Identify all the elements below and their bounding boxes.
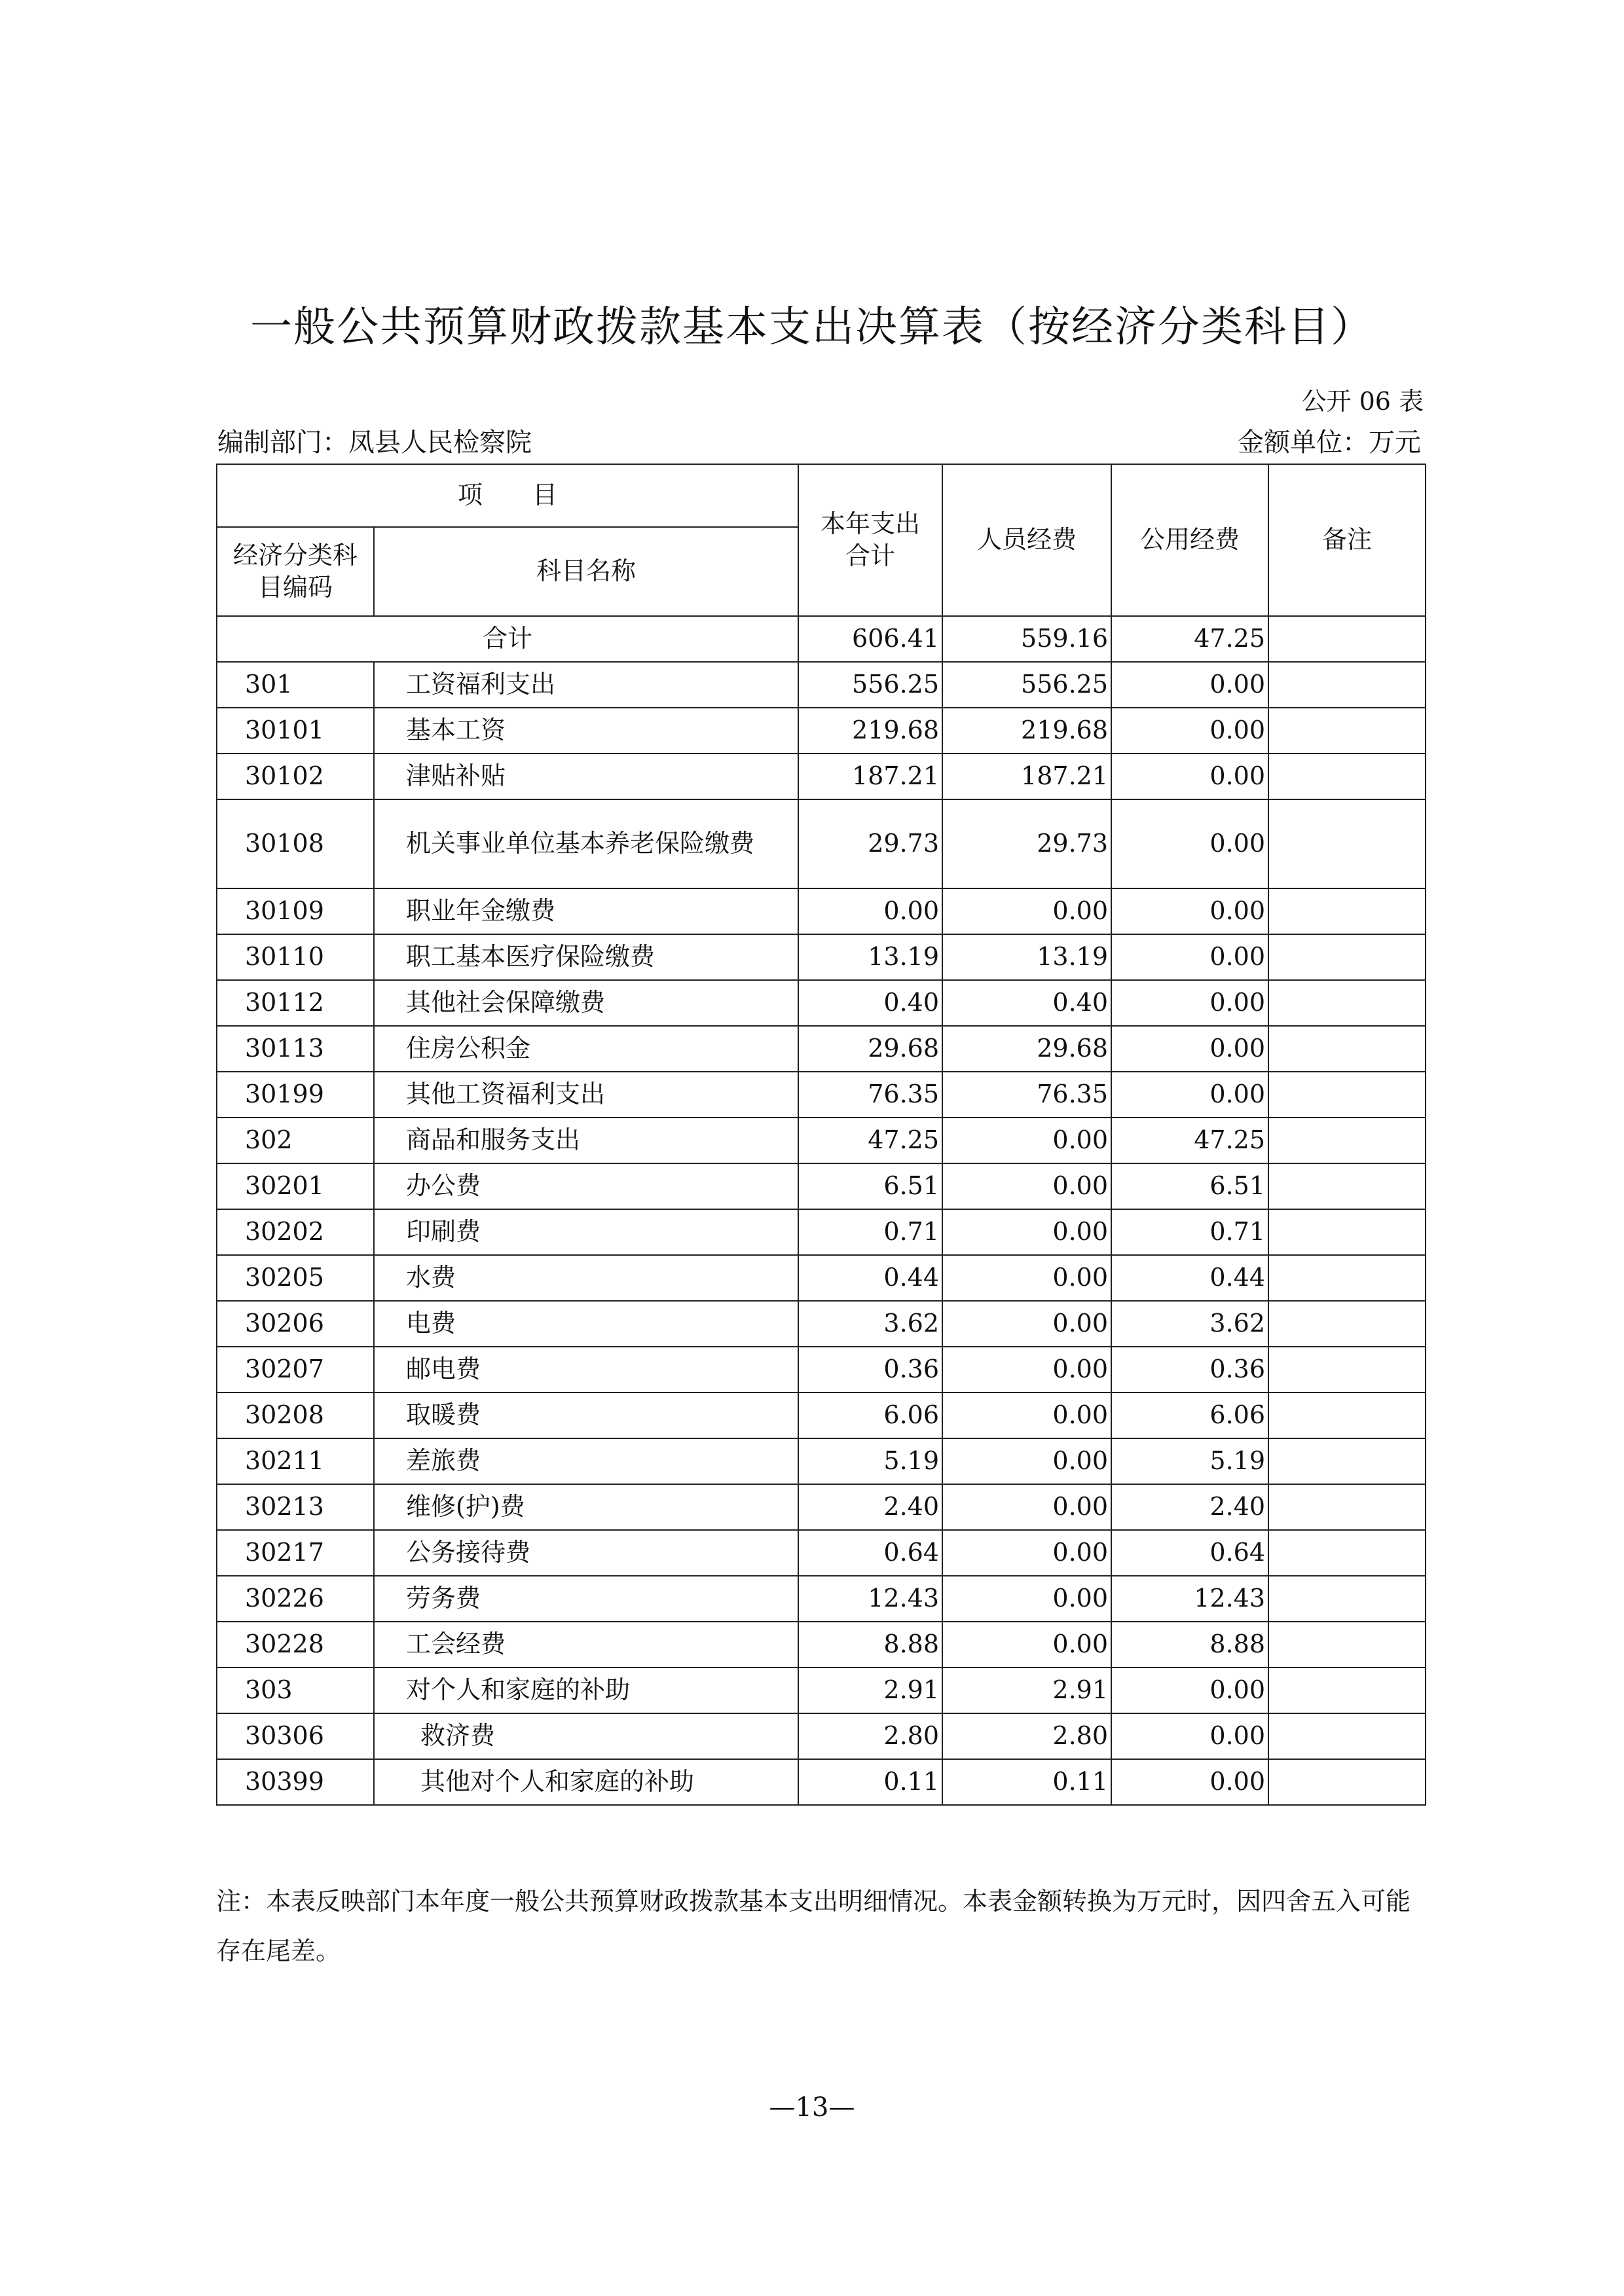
row-personnel: 0.00 — [942, 888, 1111, 934]
table-row — [217, 1713, 1426, 1759]
row-public: 0.00 — [1111, 1713, 1268, 1759]
row-name: 职工基本医疗保险缴费 — [374, 934, 798, 980]
total-personnel: 559.16 — [942, 616, 1111, 662]
row-total: 5.19 — [798, 1438, 942, 1484]
row-remark — [1268, 1393, 1426, 1438]
row-code: 30199 — [217, 1072, 374, 1118]
table-row — [217, 1393, 1426, 1438]
table-row — [217, 1667, 1426, 1713]
table-row — [217, 1301, 1426, 1347]
department-label: 编制部门：凤县人民检察院 — [217, 428, 532, 458]
row-public: 0.00 — [1111, 1072, 1268, 1118]
page-number: —13— — [769, 2092, 855, 2123]
row-remark — [1268, 1713, 1426, 1759]
row-personnel: 0.00 — [942, 1347, 1111, 1393]
row-name: 工会经费 — [374, 1622, 798, 1667]
header-name: 科目名称 — [374, 527, 798, 616]
row-code: 30113 — [217, 1026, 374, 1072]
row-name: 办公费 — [374, 1163, 798, 1209]
row-remark — [1268, 1622, 1426, 1667]
total-row — [217, 616, 1426, 662]
row-name: 取暖费 — [374, 1393, 798, 1438]
row-public: 0.71 — [1111, 1209, 1268, 1255]
row-remark — [1268, 1667, 1426, 1713]
row-personnel: 76.35 — [942, 1072, 1111, 1118]
table-row — [217, 754, 1426, 799]
row-code: 30108 — [217, 799, 374, 888]
row-public: 2.40 — [1111, 1484, 1268, 1530]
row-total: 2.91 — [798, 1667, 942, 1713]
row-personnel: 2.91 — [942, 1667, 1111, 1713]
row-public: 12.43 — [1111, 1576, 1268, 1622]
row-personnel: 0.00 — [942, 1576, 1111, 1622]
table-row — [217, 662, 1426, 708]
row-remark — [1268, 980, 1426, 1026]
row-name: 差旅费 — [374, 1438, 798, 1484]
row-personnel: 2.80 — [942, 1713, 1111, 1759]
row-total: 2.80 — [798, 1713, 942, 1759]
row-total: 8.88 — [798, 1622, 942, 1667]
unit-label: 金额单位：万元 — [1238, 428, 1421, 458]
row-name: 公务接待费 — [374, 1530, 798, 1576]
row-public: 6.06 — [1111, 1393, 1268, 1438]
row-total: 0.11 — [798, 1759, 942, 1805]
table-row — [217, 1438, 1426, 1484]
row-code: 30228 — [217, 1622, 374, 1667]
row-public: 8.88 — [1111, 1622, 1268, 1667]
row-public: 5.19 — [1111, 1438, 1268, 1484]
row-name: 印刷费 — [374, 1209, 798, 1255]
row-public: 0.00 — [1111, 980, 1268, 1026]
row-total: 0.00 — [798, 888, 942, 934]
row-public: 6.51 — [1111, 1163, 1268, 1209]
table-row — [217, 1622, 1426, 1667]
row-total: 219.68 — [798, 708, 942, 754]
row-remark — [1268, 1576, 1426, 1622]
row-name: 基本工资 — [374, 708, 798, 754]
row-code: 30102 — [217, 754, 374, 799]
row-code: 302 — [217, 1118, 374, 1163]
budget-table — [216, 464, 1426, 1806]
total-label: 合计 — [217, 616, 798, 662]
row-name: 职业年金缴费 — [374, 888, 798, 934]
row-public: 0.00 — [1111, 1667, 1268, 1713]
row-remark — [1268, 1301, 1426, 1347]
table-row — [217, 1209, 1426, 1255]
row-code: 30207 — [217, 1347, 374, 1393]
row-total: 13.19 — [798, 934, 942, 980]
row-name: 救济费 — [374, 1713, 798, 1759]
row-total: 0.64 — [798, 1530, 942, 1576]
row-remark — [1268, 1759, 1426, 1805]
row-public: 0.00 — [1111, 708, 1268, 754]
row-code: 30213 — [217, 1484, 374, 1530]
total-public: 47.25 — [1111, 616, 1268, 662]
row-total: 12.43 — [798, 1576, 942, 1622]
row-name: 机关事业单位基本养老保险缴费 — [374, 799, 798, 888]
row-code: 303 — [217, 1667, 374, 1713]
table-row — [217, 708, 1426, 754]
row-remark — [1268, 934, 1426, 980]
header-project: 项 目 — [217, 464, 798, 527]
row-remark — [1268, 1026, 1426, 1072]
row-public: 0.00 — [1111, 1759, 1268, 1805]
row-personnel: 0.00 — [942, 1209, 1111, 1255]
row-total: 76.35 — [798, 1072, 942, 1118]
row-name: 电费 — [374, 1301, 798, 1347]
row-code: 30110 — [217, 934, 374, 980]
row-remark — [1268, 1209, 1426, 1255]
row-code: 30201 — [217, 1163, 374, 1209]
row-name: 商品和服务支出 — [374, 1118, 798, 1163]
row-code: 30205 — [217, 1255, 374, 1301]
row-remark — [1268, 1530, 1426, 1576]
row-name: 其他社会保障缴费 — [374, 980, 798, 1026]
table-row — [217, 1072, 1426, 1118]
table-row — [217, 1347, 1426, 1393]
row-personnel: 0.00 — [942, 1530, 1111, 1576]
header-public: 公用经费 — [1111, 464, 1268, 616]
row-code: 30211 — [217, 1438, 374, 1484]
page-title: 一般公共预算财政拨款基本支出决算表（按经济分类科目） — [250, 303, 1374, 352]
row-code: 30306 — [217, 1713, 374, 1759]
row-total: 29.73 — [798, 799, 942, 888]
row-code: 30112 — [217, 980, 374, 1026]
row-remark — [1268, 662, 1426, 708]
row-public: 0.00 — [1111, 754, 1268, 799]
table-header — [217, 464, 1426, 616]
row-total: 0.40 — [798, 980, 942, 1026]
table-row — [217, 1530, 1426, 1576]
row-remark — [1268, 1347, 1426, 1393]
row-code: 30206 — [217, 1301, 374, 1347]
total-remark — [1268, 616, 1426, 662]
row-name: 工资福利支出 — [374, 662, 798, 708]
table-row — [217, 1255, 1426, 1301]
row-remark — [1268, 888, 1426, 934]
row-personnel: 0.00 — [942, 1622, 1111, 1667]
row-total: 0.44 — [798, 1255, 942, 1301]
row-name: 住房公积金 — [374, 1026, 798, 1072]
row-name: 其他工资福利支出 — [374, 1072, 798, 1118]
row-personnel: 0.11 — [942, 1759, 1111, 1805]
row-public: 0.00 — [1111, 799, 1268, 888]
row-public: 0.00 — [1111, 888, 1268, 934]
row-code: 30202 — [217, 1209, 374, 1255]
row-total: 0.71 — [798, 1209, 942, 1255]
table-row — [217, 1484, 1426, 1530]
row-total: 2.40 — [798, 1484, 942, 1530]
row-personnel: 0.00 — [942, 1118, 1111, 1163]
row-personnel: 0.00 — [942, 1163, 1111, 1209]
row-public: 0.00 — [1111, 934, 1268, 980]
row-remark — [1268, 1118, 1426, 1163]
form-number: 公开 06 表 — [1301, 387, 1424, 416]
row-personnel: 0.40 — [942, 980, 1111, 1026]
row-name: 津贴补贴 — [374, 754, 798, 799]
row-public: 3.62 — [1111, 1301, 1268, 1347]
table-row — [217, 1118, 1426, 1163]
header-total: 本年支出合计 — [798, 464, 942, 616]
row-total: 6.06 — [798, 1393, 942, 1438]
table-row — [217, 888, 1426, 934]
row-code: 301 — [217, 662, 374, 708]
row-remark — [1268, 1072, 1426, 1118]
row-remark — [1268, 1484, 1426, 1530]
table-row — [217, 1026, 1426, 1072]
table-note: 注：本表反映部门本年度一般公共预算财政拨款基本支出明细情况。本表金额转换为万元时，因四舍五入可能存在尾差。 — [216, 1887, 1411, 1965]
header-personnel: 人员经费 — [942, 464, 1111, 616]
row-remark — [1268, 754, 1426, 799]
row-name: 其他对个人和家庭的补助 — [374, 1759, 798, 1805]
row-personnel: 0.00 — [942, 1301, 1111, 1347]
table-row — [217, 934, 1426, 980]
row-name: 维修(护)费 — [374, 1484, 798, 1530]
row-name: 劳务费 — [374, 1576, 798, 1622]
header-code: 经济分类科目编码 — [217, 527, 374, 616]
row-code: 30399 — [217, 1759, 374, 1805]
row-code: 30226 — [217, 1576, 374, 1622]
row-remark — [1268, 1163, 1426, 1209]
table-row — [217, 799, 1426, 888]
row-total: 3.62 — [798, 1301, 942, 1347]
row-public: 0.00 — [1111, 662, 1268, 708]
row-name: 邮电费 — [374, 1347, 798, 1393]
table-body — [217, 616, 1426, 1805]
row-total: 47.25 — [798, 1118, 942, 1163]
row-total: 29.68 — [798, 1026, 942, 1072]
row-name: 水费 — [374, 1255, 798, 1301]
row-total: 556.25 — [798, 662, 942, 708]
row-total: 6.51 — [798, 1163, 942, 1209]
row-personnel: 187.21 — [942, 754, 1111, 799]
row-personnel: 29.68 — [942, 1026, 1111, 1072]
row-public: 0.00 — [1111, 1026, 1268, 1072]
row-personnel: 0.00 — [942, 1255, 1111, 1301]
row-public: 0.44 — [1111, 1255, 1268, 1301]
row-remark — [1268, 708, 1426, 754]
row-name: 对个人和家庭的补助 — [374, 1667, 798, 1713]
table-row — [217, 980, 1426, 1026]
table-row — [217, 1759, 1426, 1805]
table-row — [217, 1163, 1426, 1209]
header-remark: 备注 — [1268, 464, 1426, 616]
total-amount: 606.41 — [798, 616, 942, 662]
row-public: 0.64 — [1111, 1530, 1268, 1576]
row-public: 47.25 — [1111, 1118, 1268, 1163]
row-total: 0.36 — [798, 1347, 942, 1393]
row-personnel: 29.73 — [942, 799, 1111, 888]
row-remark — [1268, 1438, 1426, 1484]
row-code: 30101 — [217, 708, 374, 754]
row-total: 187.21 — [798, 754, 942, 799]
row-remark — [1268, 1255, 1426, 1301]
row-code: 30217 — [217, 1530, 374, 1576]
row-personnel: 0.00 — [942, 1484, 1111, 1530]
table-row — [217, 1576, 1426, 1622]
row-personnel: 0.00 — [942, 1393, 1111, 1438]
row-public: 0.36 — [1111, 1347, 1268, 1393]
row-personnel: 0.00 — [942, 1438, 1111, 1484]
row-code: 30208 — [217, 1393, 374, 1438]
row-personnel: 13.19 — [942, 934, 1111, 980]
row-code: 30109 — [217, 888, 374, 934]
row-remark — [1268, 799, 1426, 888]
row-personnel: 556.25 — [942, 662, 1111, 708]
row-personnel: 219.68 — [942, 708, 1111, 754]
